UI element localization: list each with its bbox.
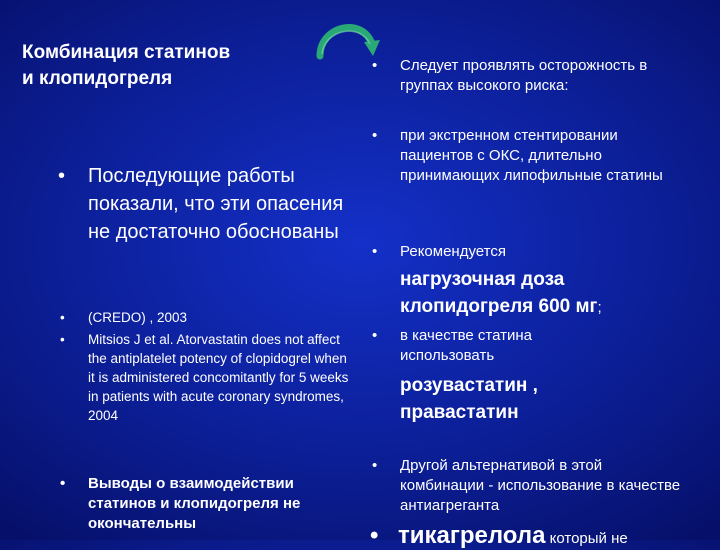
- bullet-marker: •: [372, 57, 378, 74]
- left-ref-2: [60, 330, 360, 425]
- right-bullet-6-cut: [370, 522, 628, 550]
- right-bullet-3: [372, 242, 702, 320]
- title-line-2: и клопидогреля: [22, 68, 173, 89]
- ref-1-text: (CREDO) , 2003: [88, 310, 188, 325]
- curved-arrow-icon: [310, 14, 382, 62]
- left-main-bullet: [58, 162, 368, 246]
- right-b6-emphasis: тикагрелола: [398, 522, 546, 549]
- right-b3-intro: Рекомендуется: [400, 243, 506, 260]
- ref-2-text: Mitsios J et al. Atorvastatin does not affect the antiplatelet potency of clopidogrel when it is administered concomitantly for 5 weeks in patients with acute coronary syndromes, 2004: [88, 332, 349, 423]
- bullet-marker: •: [372, 127, 378, 144]
- bullet-marker: •: [60, 332, 65, 347]
- bullet-marker: •: [372, 327, 378, 344]
- right-b3-emphasis: нагрузочная доза клопидогреля 600 мг: [400, 269, 598, 317]
- bullet-marker: •: [60, 475, 66, 492]
- left-ref-1: [60, 308, 360, 327]
- title-line-1: Комбинация статинов: [22, 42, 231, 63]
- right-b2-text: при экстренном стентировании пациентов с ОКС, длительно принимающих липофильные статины: [400, 127, 663, 184]
- left-conclusion: [60, 474, 360, 534]
- right-bullet-4: [372, 326, 702, 426]
- right-bullet-1: [372, 56, 702, 96]
- conclusion-text: Выводы о взаимодействии статинов и клопидогреля не окончательны: [88, 475, 301, 532]
- bullet-marker: •: [60, 310, 65, 325]
- right-bullet-5: [372, 456, 702, 516]
- right-b4-emphasis: розувастатин , правастатин: [400, 375, 538, 423]
- left-main-text: Последующие работы показали, что эти опасения не достаточно обоснованы: [88, 165, 344, 243]
- right-b5-text: Другой альтернативой в этой комбинации - использование в качестве антиагреганта: [400, 457, 681, 514]
- right-b3-tail: ;: [597, 299, 602, 316]
- slide-title: [22, 40, 312, 92]
- right-b4-intro: в качестве статина использовать: [400, 327, 532, 364]
- bullet-marker: •: [372, 243, 378, 260]
- right-bullet-2: [372, 126, 702, 186]
- bullet-marker: •: [372, 457, 378, 474]
- bullet-marker: •: [58, 165, 66, 187]
- bullet-marker: •: [370, 522, 379, 549]
- right-b1-text: Следует проявлять осторожность в группах высокого риска:: [400, 57, 648, 94]
- right-b6-tail: который не: [545, 530, 628, 547]
